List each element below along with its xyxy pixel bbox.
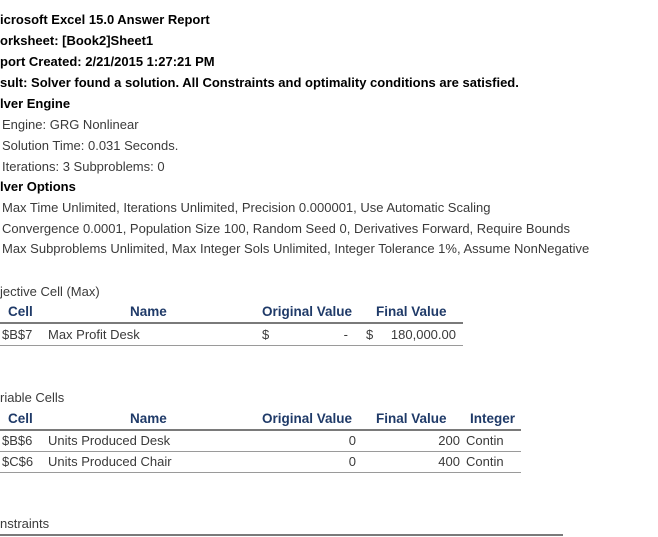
report-result: sult: Solver found a solution. All Constraints and optimality conditions are satisfied.	[0, 75, 519, 90]
objective-row-cell: $B$7	[2, 327, 33, 342]
objective-header-final: Final Value	[376, 304, 447, 319]
objective-row-name: Max Profit Desk	[48, 327, 140, 342]
objective-section-label: jective Cell (Max)	[0, 284, 100, 299]
variables-row-2-original: 0	[348, 454, 356, 469]
report-worksheet: orksheet: [Book2]Sheet1	[0, 33, 154, 48]
objective-header-rule	[0, 322, 463, 324]
report-created: port Created: 2/21/2015 1:27:21 PM	[0, 54, 215, 69]
variables-header-name: Name	[130, 411, 167, 426]
objective-header-cell: Cell	[8, 304, 33, 319]
variables-header-integer: Integer	[470, 411, 516, 426]
variables-row-2-name: Units Produced Chair	[48, 454, 172, 469]
variables-row-1-final: 200	[438, 433, 460, 448]
variables-row-1-cell: $B$6	[2, 433, 33, 448]
variables-header-original: Original Value	[262, 411, 353, 426]
objective-row-original-currency: $	[262, 327, 270, 342]
objective-row-final-currency: $	[366, 327, 374, 342]
solver-options-heading: lver Options	[0, 179, 76, 194]
objective-bottom-rule	[0, 345, 463, 346]
constraints-section-label: nstraints	[0, 516, 50, 531]
variables-header-cell: Cell	[8, 411, 33, 426]
variables-row-2-final: 400	[438, 454, 460, 469]
variables-header-final: Final Value	[376, 411, 447, 426]
variables-bottom-rule	[0, 472, 521, 473]
variables-row-1-integer: Contin	[466, 433, 504, 448]
engine-line-iterations: Iterations: 3 Subproblems: 0	[2, 159, 165, 174]
variables-row-2-cell: $C$6	[2, 454, 34, 469]
objective-header-original: Original Value	[262, 304, 353, 319]
report-title: icrosoft Excel 15.0 Answer Report	[0, 12, 210, 27]
variables-row-rule	[0, 451, 521, 452]
objective-header-name: Name	[130, 304, 167, 319]
engine-line-type: Engine: GRG Nonlinear	[2, 117, 139, 132]
solver-engine-heading: lver Engine	[0, 96, 71, 111]
options-line-3: Max Subproblems Unlimited, Max Integer Sols Unlimited, Integer Tolerance 1%, Assume NonNegative	[2, 241, 590, 256]
objective-row-final-value: 180,000.00	[390, 327, 456, 342]
engine-line-time: Solution Time: 0.031 Seconds.	[2, 138, 179, 153]
constraints-header-rule	[0, 534, 563, 536]
variables-header-rule	[0, 429, 521, 431]
options-line-1: Max Time Unlimited, Iterations Unlimited, Precision 0.000001, Use Automatic Scaling	[2, 200, 491, 215]
variables-section-label: riable Cells	[0, 390, 65, 405]
options-line-2: Convergence 0.0001, Population Size 100, Random Seed 0, Derivatives Forward, Require Bounds	[2, 221, 571, 236]
variables-row-2-integer: Contin	[466, 454, 504, 469]
variables-row-1-original: 0	[348, 433, 356, 448]
objective-row-original-value: -	[343, 327, 348, 342]
variables-row-1-name: Units Produced Desk	[48, 433, 171, 448]
